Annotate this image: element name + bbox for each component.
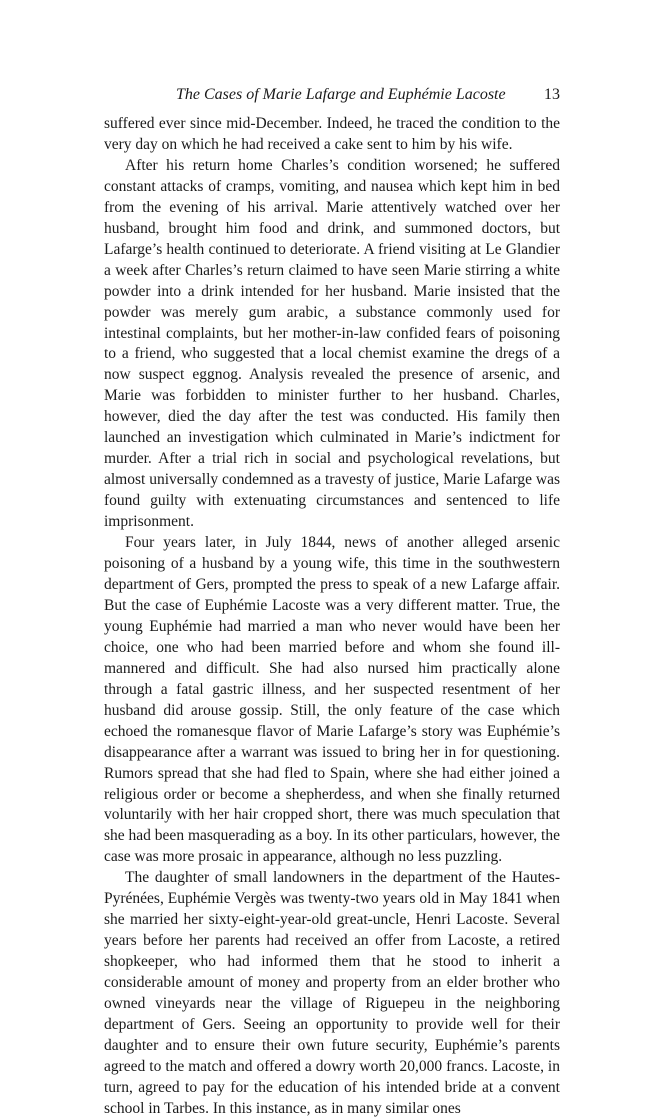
running-header bbox=[104, 86, 560, 110]
paragraph: After his return home Charles’s condition worsened; he suffered constant attacks of cramps, vomiting, and nausea which kept him in bed from the evening of his arrival. Marie attentively watched over her husband, brought him food and drink, and summoned doctors, but Lafarge’s health continued to deteriorate. A friend visiting at Le Glandier a week after Charles’s return claimed to have seen Marie stirring a white powder into a drink intended for her husband. Marie insisted that the powder was merely gum arabic, a substance commonly used for intestinal complaints, but her mother-in-law confided fears of poisoning to a friend, who suggested that a local chemist examine the dregs of a now suspect eggnog. Analysis revealed the presence of arsenic, and Marie was forbidden to minister further to her husband. Charles, however, died the day after the test was conducted. His family then launched an investigation which culminated in Marie’s indictment for murder. After a trial rich in social and psychological revelations, but almost universally condemned as a travesty of justice, Marie Lafarge was found guilty with extenuating circumstances and sentenced to life imprisonment. bbox=[104, 156, 560, 531]
paragraph-continued: suffered ever since mid-December. Indeed, he traced the condition to the very day on which he had received a cake sent to him by his wife. bbox=[104, 115, 560, 153]
paragraph: Four years later, in July 1844, news of another alleged arsenic poisoning of a husband by a young wife, this time in the southwestern department of Gers, prompted the press to speak of a new Lafarge affair. But the case of Euphémie Lacoste was a very different matter. True, the young Euphémie had married a man who never would have been her choice, one who had been married before and whom she found ill-mannered and difficult. She had also nursed him practically alone through a fatal gastric illness, and her suspected resentment of her husband did arouse gossip. Still, the only feature of the case which echoed the romanesque flavor of Marie Lafarge’s story was Euphémie’s disappearance after a warrant was issued to bring her in for questioning. Rumors spread that she had fled to Spain, where she had either joined a religious order or become a shepherdess, and when she finally returned voluntarily with her hair cropped short, there was much speculation that she had been masquerading as a boy. In its other particulars, however, the case was more prosaic in appearance, although no less puzzling. bbox=[104, 534, 560, 866]
book-page bbox=[104, 86, 560, 1120]
page-number: 13 bbox=[544, 86, 560, 103]
body-text bbox=[104, 114, 560, 1120]
running-title: The Cases of Marie Lafarge and Euphémie Lacoste bbox=[176, 86, 506, 103]
paragraph: The daughter of small landowners in the department of the Hautes-Pyrénées, Euphémie Vergès was twenty-two years old in May 1841 when she married her sixty-eight-year-old great-uncle, Henri Lacoste. Several years before her parents had received an offer from Lacoste, a retired shopkeeper, who had informed them that he stood to inherit a considerable amount of money and property from an elder brother who owned vineyards near the village of Riguepeu in the neighboring department of Gers. Seeing an opportunity to provide well for their daughter and to ensure their own future security, Euphémie’s parents agreed to the match and offered a dowry worth 20,000 francs. Lacoste, in turn, agreed to pay for the education of his intended bride at a convent school in Tarbes. In this instance, as in many similar ones bbox=[104, 869, 560, 1117]
